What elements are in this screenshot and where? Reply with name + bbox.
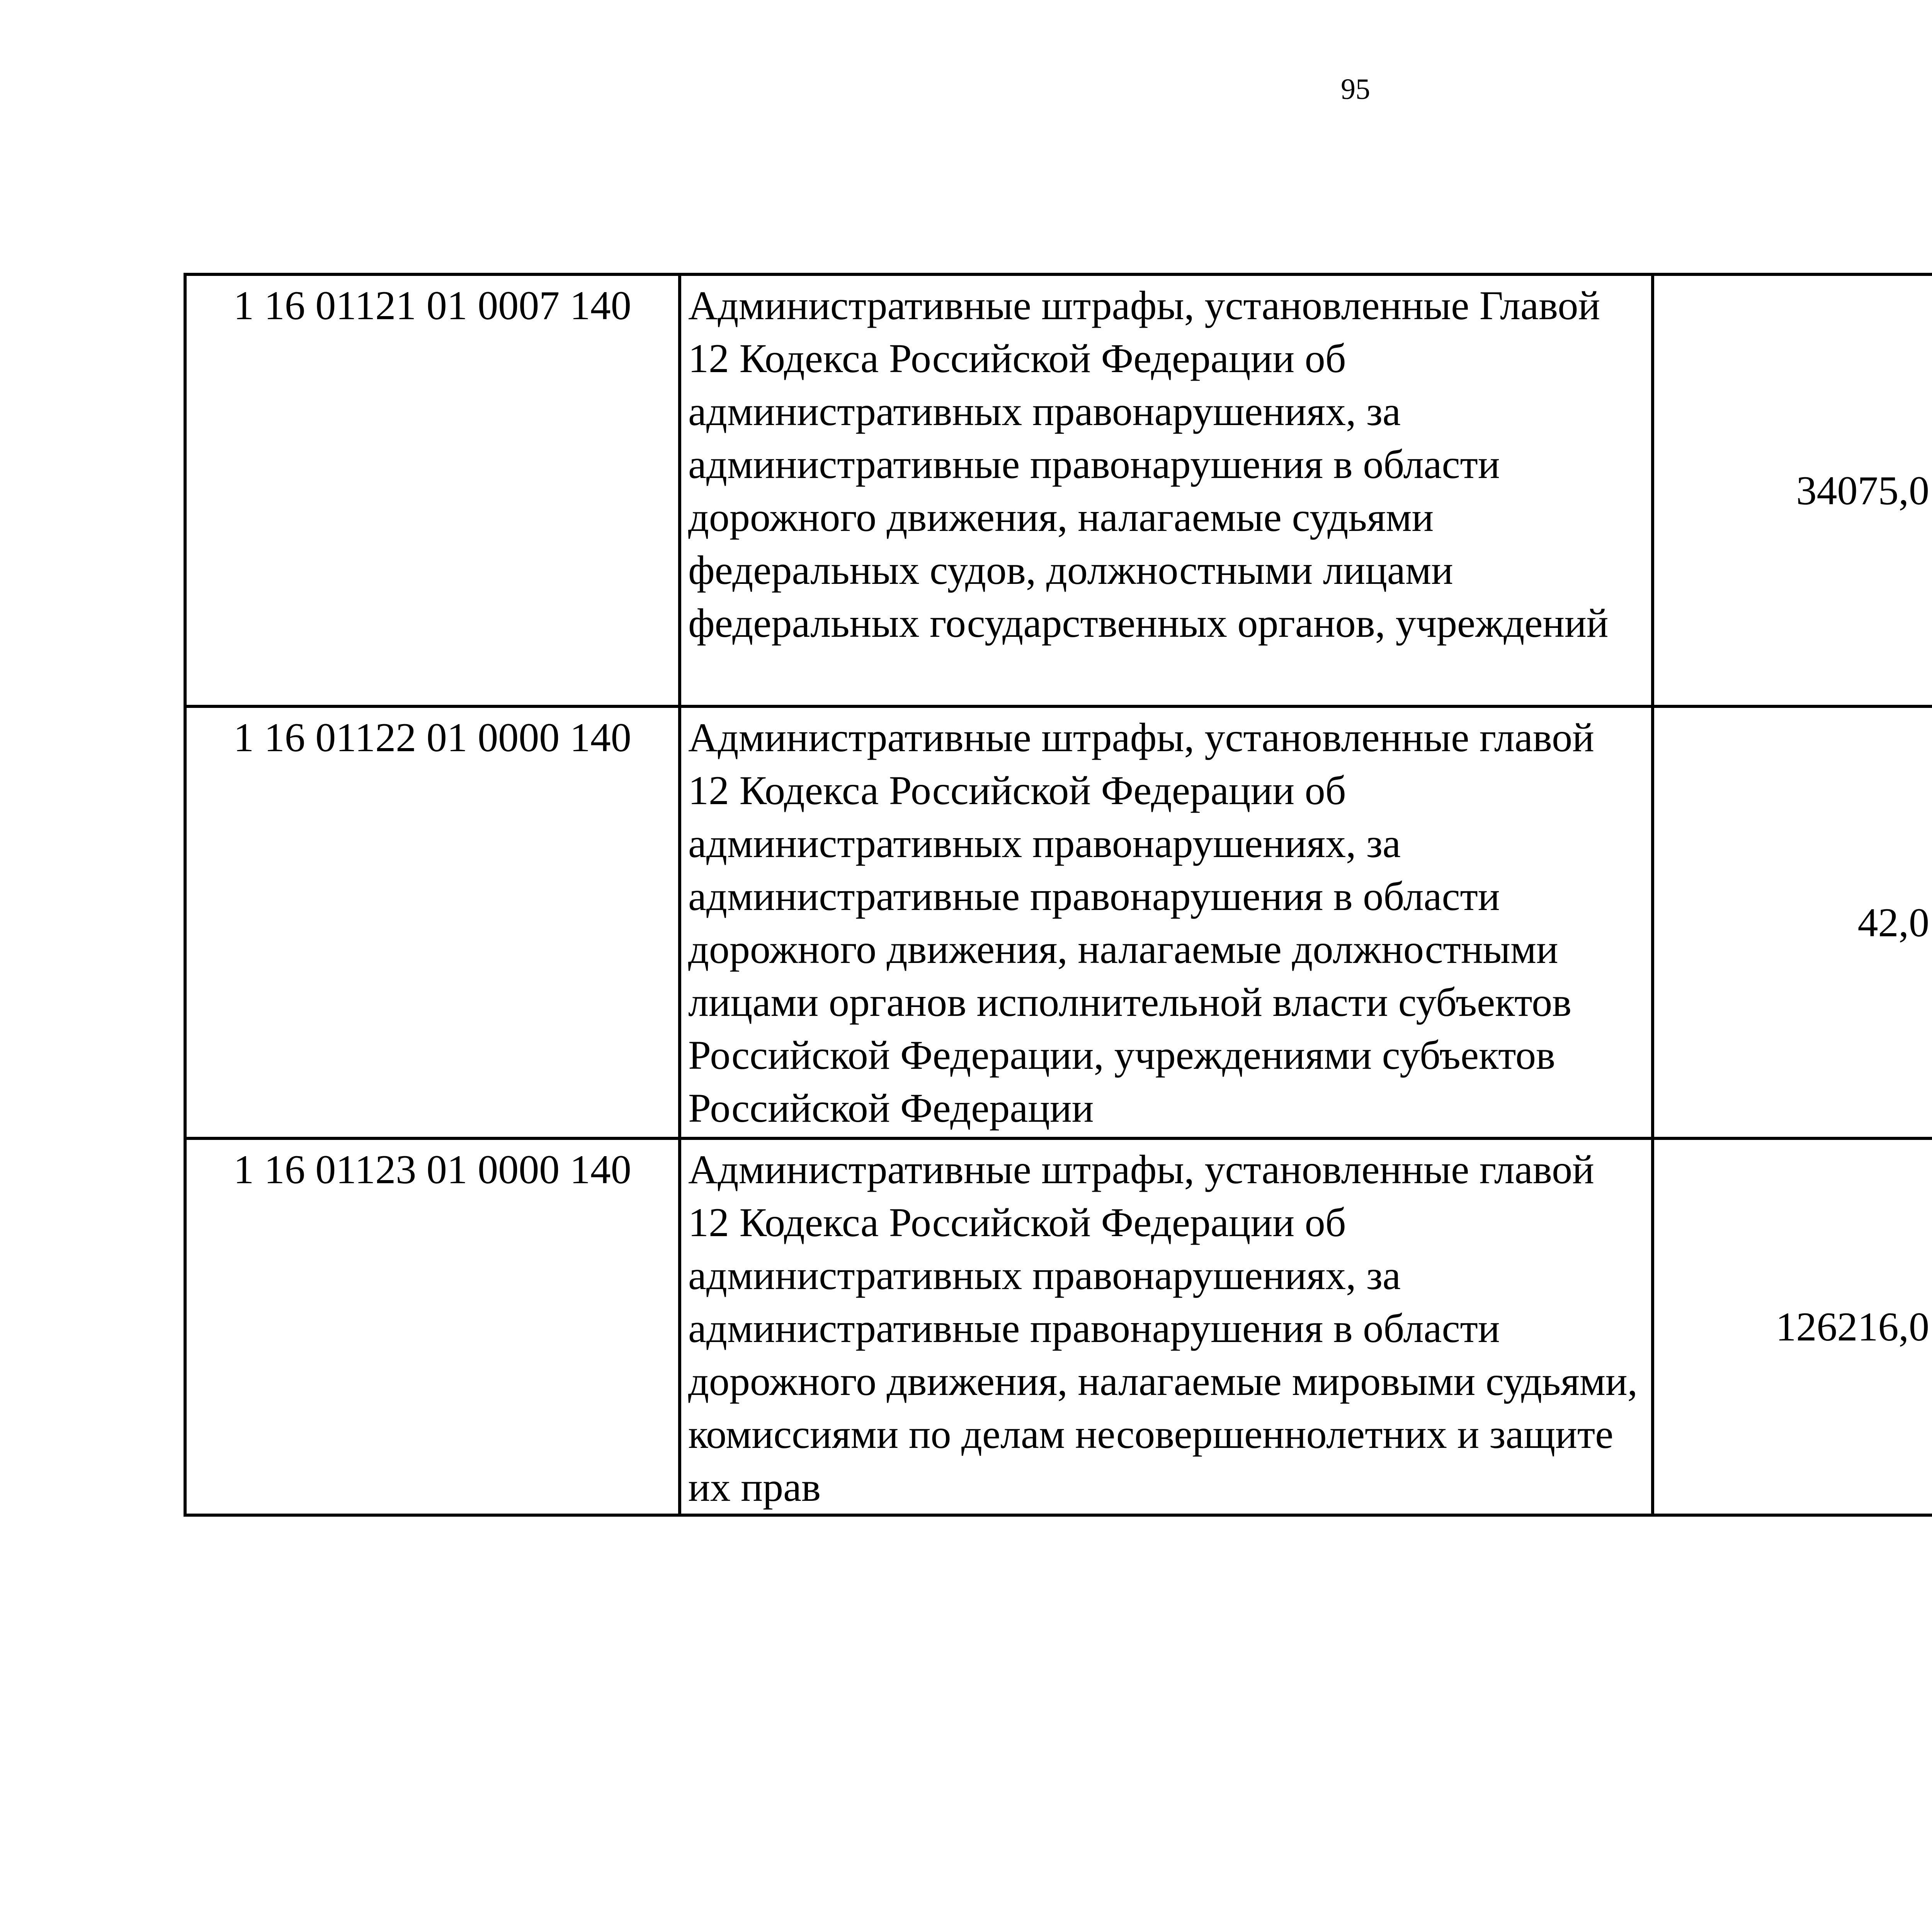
page-number: 95	[1341, 73, 1370, 105]
table-row	[185, 274, 1932, 706]
revenue-name-cell: Административные штрафы, установленные Главой 12 Кодекса Российской Федерации об административных правонарушениях, за административные правонарушения в области дорожного движения, налагаемые судьями федеральных судов, должностными лицами федеральных государственных органов, учреждений	[680, 274, 1653, 706]
revenue-name-cell: Административные штрафы, установленные главой 12 Кодекса Российской Федерации об административных правонарушениях, за административные правонарушения в области дорожного движения, налагаемые мировыми судьями, комиссиями по делам несовершеннолетних и защите их прав	[680, 1138, 1653, 1515]
budget-table	[184, 273, 1932, 1517]
amount-cell-year-1: 42,0	[1653, 706, 1932, 1138]
revenue-name-cell: Административные штрафы, установленные главой 12 Кодекса Российской Федерации об административных правонарушениях, за административные правонарушения в области дорожного движения, налагаемые должностными лицами органов исполнительной власти субъектов Российской Федерации, учреждениями субъектов Российской Федерации	[680, 706, 1653, 1138]
table-row	[185, 706, 1932, 1138]
budget-code-cell: 1 16 01123 01 0000 140	[185, 1138, 680, 1515]
amount-cell-year-1: 126216,0	[1653, 1138, 1932, 1515]
amount-cell-year-1: 34075,0	[1653, 274, 1932, 706]
table-row	[185, 1138, 1932, 1515]
budget-code-cell: 1 16 01122 01 0000 140	[185, 706, 680, 1138]
budget-code-cell: 1 16 01121 01 0007 140	[185, 274, 680, 706]
